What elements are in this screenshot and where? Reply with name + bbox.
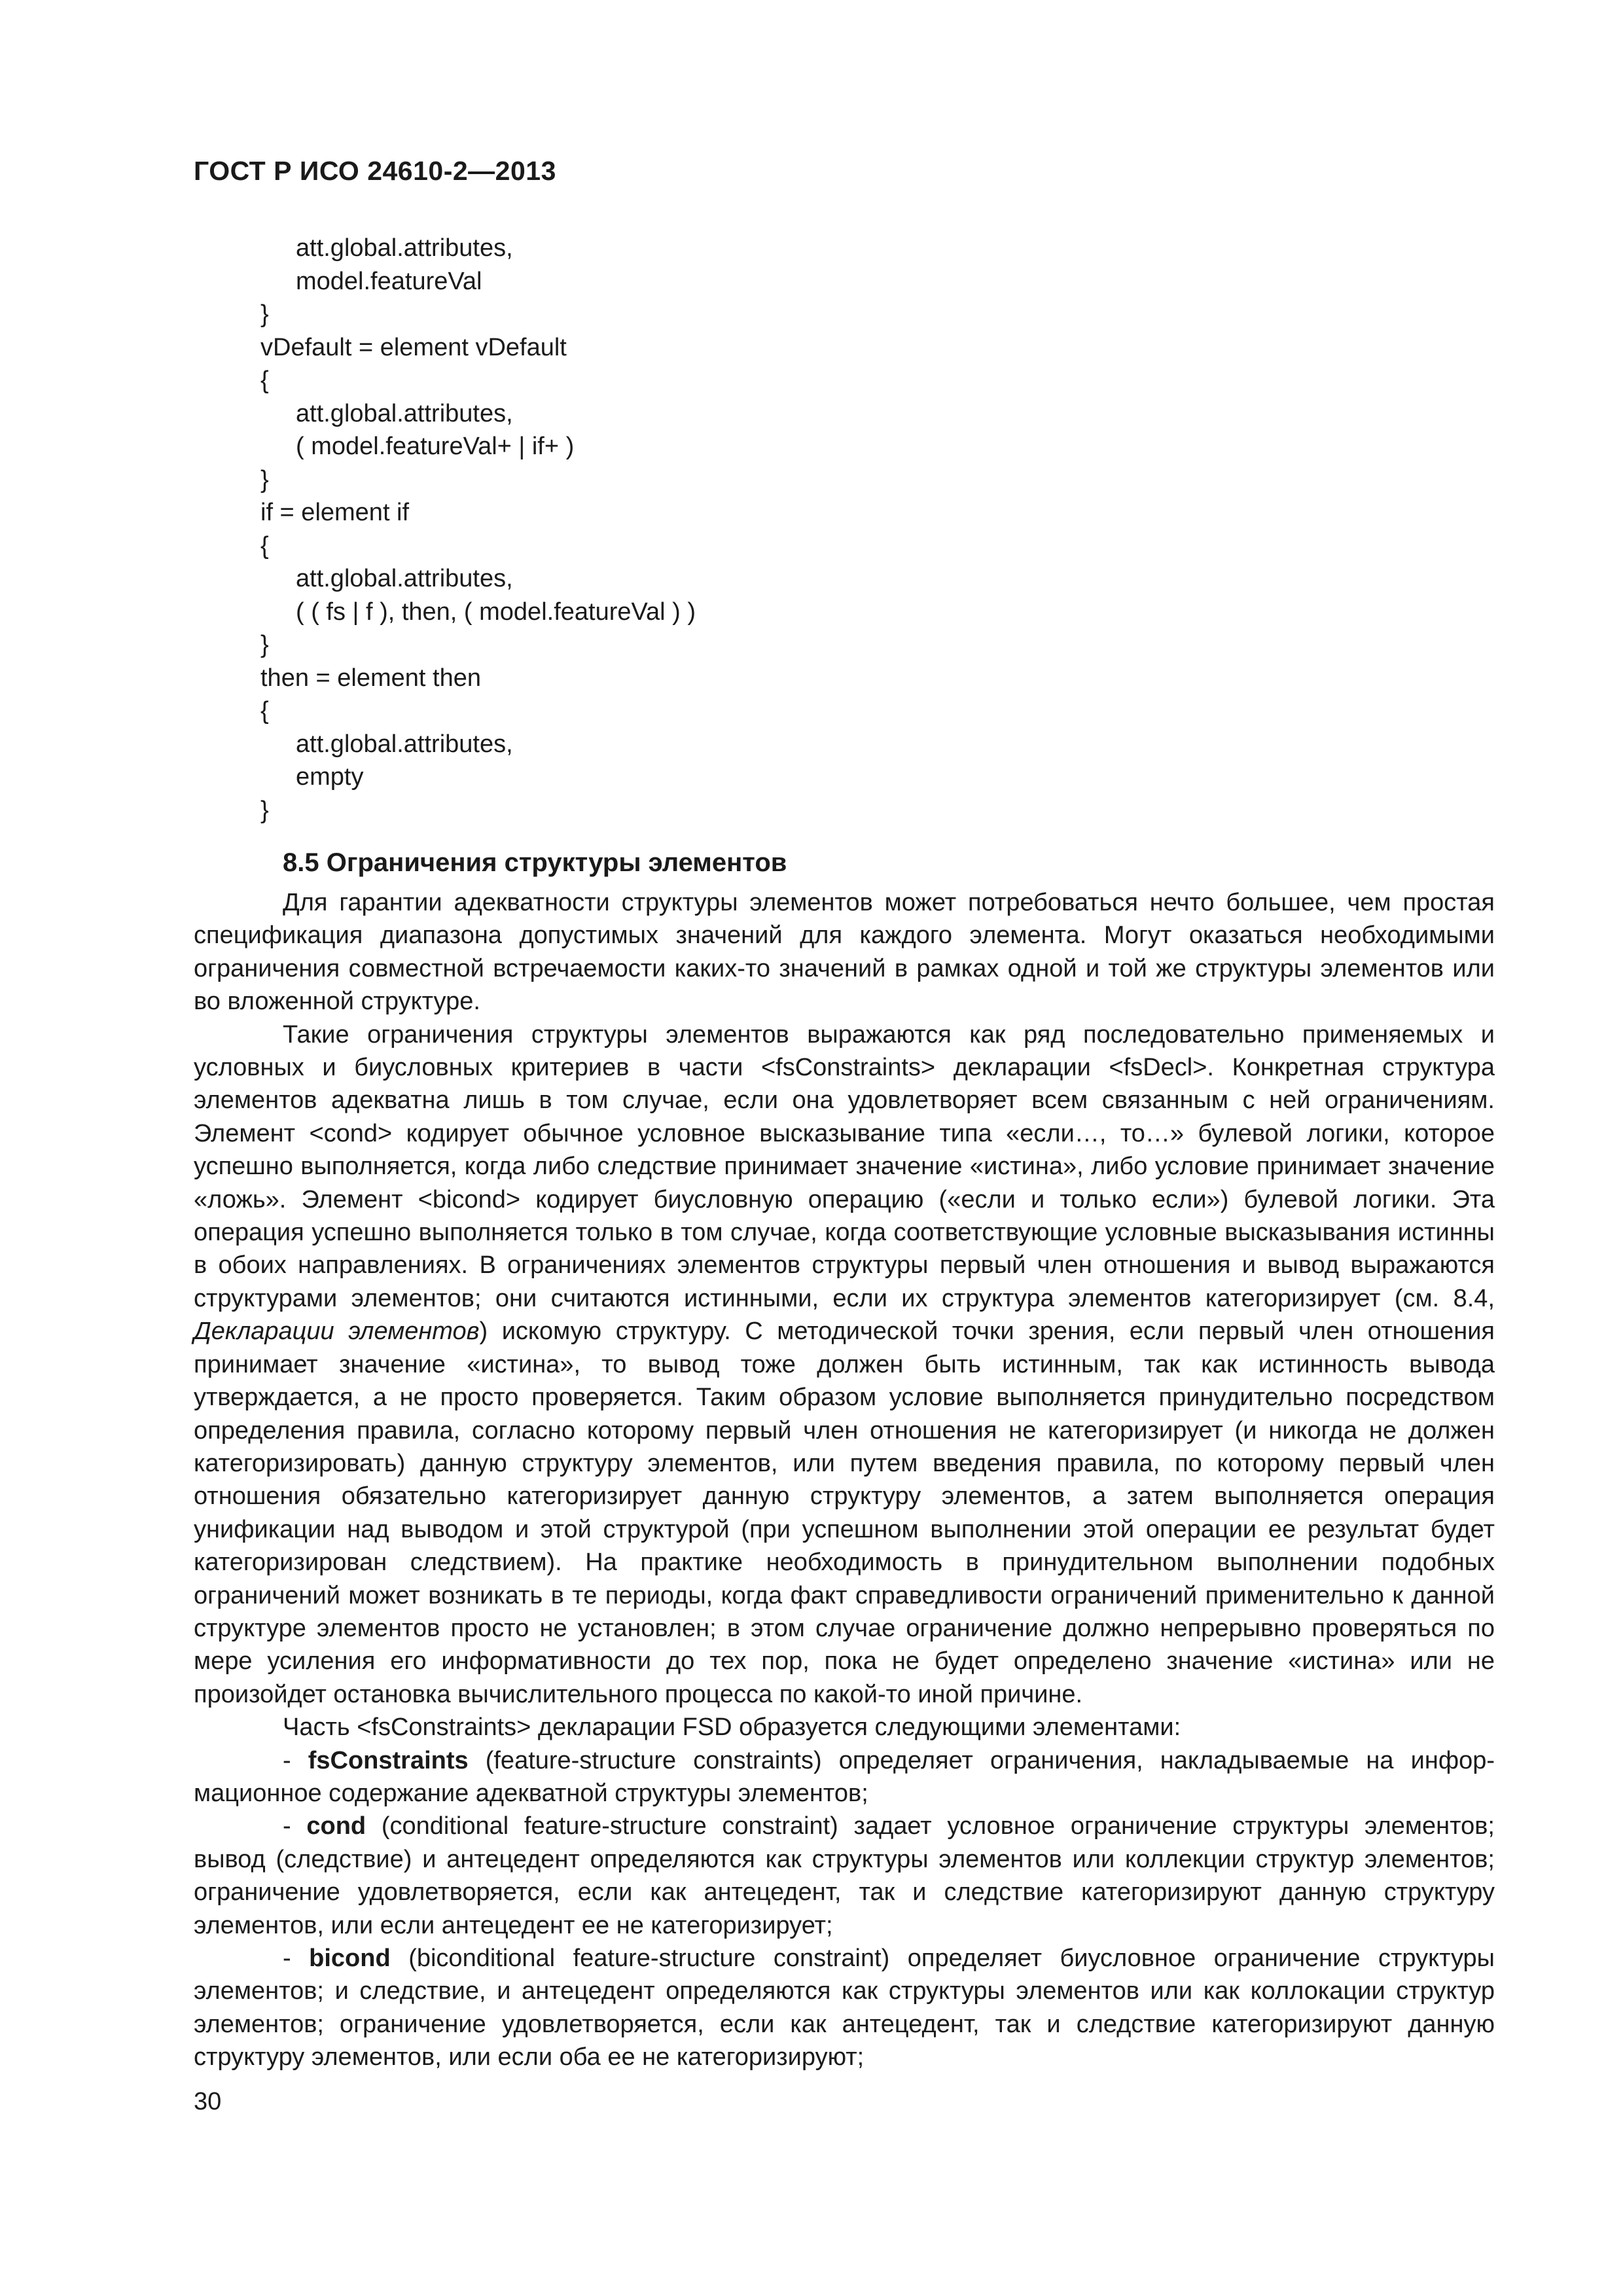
text-run: (feature-structure constraints) определяет ограничения, накладываемые на информационное содержание адекватной структуры элементов;	[194, 1746, 1495, 1807]
paragraph	[194, 1711, 1495, 1744]
code-line: }	[260, 465, 269, 493]
code-line: ( ( fs | f ), then, ( model.featureVal ) )	[296, 598, 696, 626]
page-number: 30	[194, 2088, 222, 2115]
body-text	[194, 886, 1495, 2074]
text-run: (conditional feature-structure constraint) задает условное ограничение структуры элементов; вывод (следствие) и антецедент определяются как структуры элементов или коллекции структур элементов; ограничение удовлетворяется, если как антецедент, так и следствие категоризируют данную структуру элементов, или если антецедент ее не категоризирует;	[194, 1812, 1495, 1939]
text-run: -	[283, 1812, 307, 1840]
document-header: ГОСТ Р ИСО 24610-2—2013	[194, 156, 556, 186]
term-name: cond	[306, 1812, 366, 1840]
term-name: bicond	[309, 1945, 391, 1972]
code-line: att.global.attributes,	[296, 730, 513, 758]
code-line: empty	[296, 763, 364, 791]
code-line: {	[260, 367, 269, 394]
section-heading: 8.5 Ограничения структуры элементов	[283, 848, 787, 877]
code-line: att.global.attributes,	[296, 399, 513, 427]
term-name: fsConstraints	[308, 1746, 469, 1774]
paragraph	[194, 1942, 1495, 2074]
code-line: then = element then	[260, 664, 481, 692]
code-line: att.global.attributes,	[296, 565, 513, 592]
text-run: Часть <fsConstraints> декларации FSD образуется следующими элементами:	[283, 1713, 1181, 1742]
text-run: ) искомую структуру. С методической точки зрения, если первый член отношения принимает значение «истина», то вывод тоже должен быть истинным, так как истинность вывода утверждается, а не просто проверяется. Таким образом условие выполняется принудительно посредством определения правила, согласно которому первый член отношения не категоризирует (и никогда не должен категоризировать) данную структуру элементов, или путем введения правила, по которому первый член отношения обязательно категоризирует данную структуру элементов, а затем выполняется операция унификации над выводом и этой структурой (при успешном выполнении этой операции ее результат будет категоризирован следствием). На практике необходимость в принудительном выполнении подобных ограничений может возникать в те периоды, когда факт справедливости ограничений применительно к данной структуре элементов просто не установлен; в этом случае ограничение должно непрерывно проверяться по мере усиления его информативности до тех пор, пока не будет определено значение «истина» или не произойдет остановка вычислительного процесса по какой-то иной причине.	[194, 1318, 1495, 1708]
code-line: }	[260, 300, 269, 328]
paragraph	[194, 1018, 1495, 1712]
code-line: ( model.featureVal+ | if+ )	[296, 433, 575, 460]
code-line: if = element if	[260, 499, 410, 526]
code-line: }	[260, 796, 269, 824]
code-line: vDefault = element vDefault	[260, 333, 567, 361]
paragraph	[194, 1744, 1495, 1810]
section-reference: Декларации элементов	[194, 1318, 480, 1346]
code-line: model.featureVal	[296, 267, 482, 295]
code-line: }	[260, 631, 269, 658]
text-run: -	[283, 1746, 308, 1774]
text-run: (biconditional feature-structure constraint) определяет биусловное ограничение структуры элементов; и следствие, и антецедент определяются как структуры элементов или как коллокации структур элементов; ограничение удовлетворяется, если как антецедент, так и следствие категоризируют данную структуру элементов, или если оба ее не категоризируют;	[194, 1945, 1495, 2072]
text-run: Такие ограничения структуры элементов выражаются как ряд последовательно применяемых и условных и биусловных критериев в части <fsConstraints> декларации <fsDecl>. Конкретная структура элементов адекватна лишь в том случае, если она удовлетворяет всем связанным с ней ограничениям. Элемент <cond> кодирует обычное условное высказывание типа «если…, то…» булевой логики, которое успешно выполняется, когда либо следствие принимает значение «истина», либо условие принимает значение «ложь». Элемент <bicond> кодирует биусловную операцию («если и только если») булевой логики. Эта операция успешно выполняется только в том случае, когда соответствующие условные высказывания истинны в обоих направлениях. В ограничениях элементов структуры первый член отношения и вывод выражаются структурами элементов; они считаются истинными, если их структура элементов категоризирует (см. 8.4,	[194, 1020, 1495, 1312]
text-run: Для гарантии адекватности структуры элементов может потребоваться нечто большее, чем простая спецификация диапазона допустимых значений для каждого элемента. Могут оказаться необходимыми ограничения совместной встречаемости каких-то значений в рамках одной и той же структуры элементов или во вложенной структуре.	[194, 889, 1495, 1016]
code-line: att.global.attributes,	[296, 234, 513, 262]
paragraph	[194, 886, 1495, 1018]
code-line: {	[260, 697, 269, 725]
paragraph	[194, 1810, 1495, 1942]
text-run: -	[283, 1945, 310, 1972]
code-line: {	[260, 531, 269, 560]
